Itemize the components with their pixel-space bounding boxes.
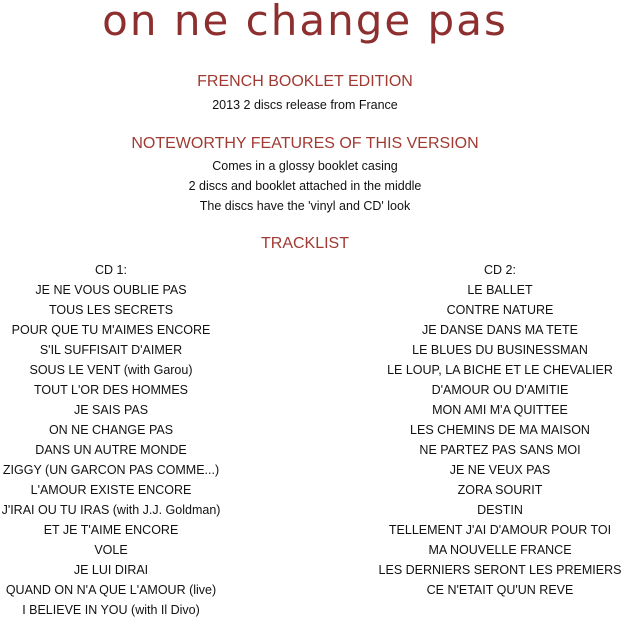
track-item: ZORA SOURIT: [457, 483, 543, 497]
track-item: JE DANSE DANS MA TETE: [421, 323, 579, 337]
track-item: TELLEMENT J'AI D'AMOUR POUR TOI: [388, 523, 612, 537]
cd1-tracklist: [0, 260, 222, 620]
track-item: TOUT L'OR DES HOMMES: [33, 383, 189, 397]
track-item: JE NE VOUS OUBLIE PAS: [35, 283, 187, 297]
cd2-tracklist: [375, 260, 625, 600]
track-item: MA NOUVELLE FRANCE: [428, 543, 572, 557]
track-item: CONTRE NATURE: [446, 303, 554, 317]
cd1-label: CD 1:: [95, 263, 127, 277]
cd2-label: CD 2:: [484, 263, 516, 277]
track-item: SOUS LE VENT (with Garou): [29, 363, 193, 377]
track-item: LE BALLET: [467, 283, 533, 297]
track-item: QUAND ON N'A QUE L'AMOUR (live): [5, 583, 217, 597]
track-item: JE NE VEUX PAS: [449, 463, 551, 477]
track-item: LE BLUES DU BUSINESSMAN: [412, 343, 588, 357]
track-item: S'IL SUFFISAIT D'AIMER: [39, 343, 183, 357]
track-item: ET JE T'AIME ENCORE: [43, 523, 179, 537]
feature-item: 2 discs and booklet attached in the middle: [188, 179, 422, 193]
track-item: LES CHEMINS DE MA MAISON: [410, 423, 590, 437]
edition-text: 2013 2 discs release from France: [212, 98, 398, 112]
track-item: TOUS LES SECRETS: [48, 303, 174, 317]
track-item: DANS UN AUTRE MONDE: [35, 443, 187, 457]
tracklist-heading: TRACKLIST: [260, 235, 349, 252]
edition-heading: FRENCH BOOKLET EDITION: [197, 73, 413, 90]
features-heading: NOTEWORTHY FEATURES OF THIS VERSION: [131, 135, 479, 152]
track-item: JE LUI DIRAI: [73, 563, 149, 577]
track-item: J'IRAI OU TU IRAS (with J.J. Goldman): [1, 503, 221, 517]
page-title: on ne change pas: [102, 0, 508, 45]
track-item: I BELIEVE IN YOU (with Il Divo): [22, 603, 200, 617]
track-item: LE LOUP, LA BICHE ET LE CHEVALIER: [387, 363, 613, 377]
track-item: CE N'ETAIT QU'UN REVE: [426, 583, 574, 597]
track-item: ZIGGY (UN GARCON PAS COMME...): [2, 463, 220, 477]
track-item: L'AMOUR EXISTE ENCORE: [30, 483, 192, 497]
track-item: NE PARTEZ PAS SANS MOI: [419, 443, 581, 457]
track-item: MON AMI M'A QUITTEE: [432, 403, 568, 417]
track-item: JE SAIS PAS: [73, 403, 149, 417]
feature-item: Comes in a glossy booklet casing: [212, 159, 398, 173]
track-item: POUR QUE TU M'AIMES ENCORE: [11, 323, 211, 337]
track-item: VOLE: [94, 543, 128, 557]
track-item: D'AMOUR OU D'AMITIE: [431, 383, 569, 397]
feature-item: The discs have the 'vinyl and CD' look: [199, 199, 411, 213]
track-item: LES DERNIERS SERONT LES PREMIERS: [378, 563, 622, 577]
track-item: DESTIN: [477, 503, 523, 517]
track-item: ON NE CHANGE PAS: [48, 423, 174, 437]
